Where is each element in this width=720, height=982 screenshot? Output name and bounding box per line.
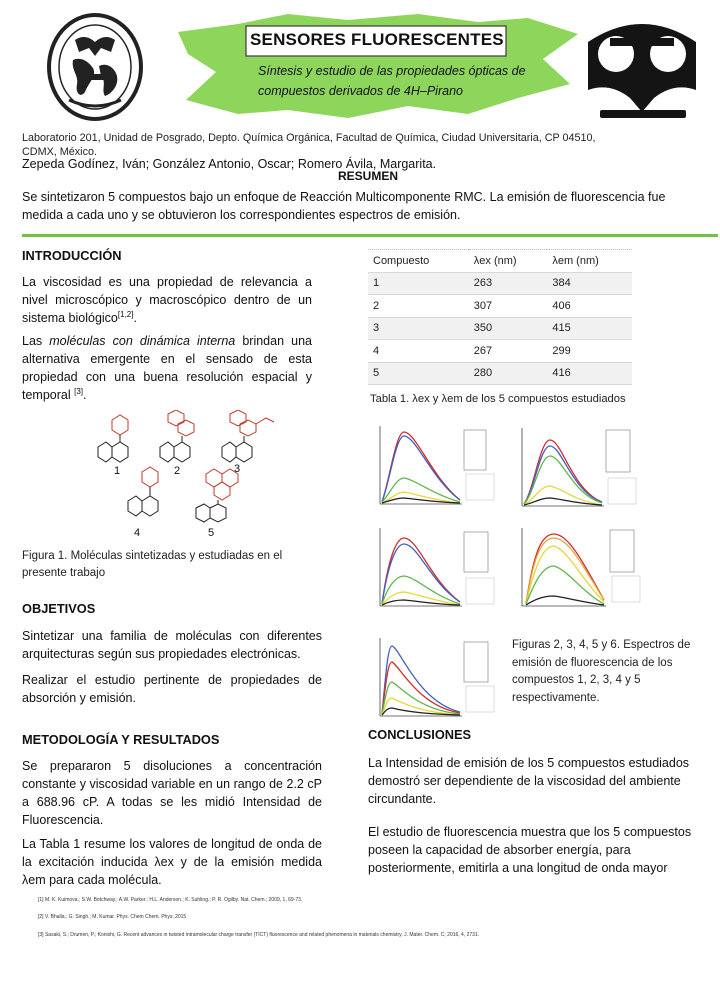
- authors-text: Zepeda Godínez, Iván; González Antonio, Oscar; Romero Ávila, Margarita.: [22, 157, 437, 171]
- table-1-caption: Tabla 1. λex y λem de los 5 compuestos estudiados: [370, 393, 626, 405]
- table-header-cell: λex (nm): [469, 250, 548, 273]
- introduccion-paragraph-1: La viscosidad es una propiedad de relevancia a nivel microscópico y macroscópico dentro de un sistema biológico[1,2].: [22, 275, 312, 325]
- objetivos-paragraph-1: Sintetizar una familia de moléculas con diferentes arquitecturas según sus propiedades electrónicas.: [22, 629, 322, 661]
- table-header-cell: λem (nm): [547, 250, 632, 273]
- table-row: [368, 340, 632, 363]
- table-header-row: [368, 250, 632, 273]
- table-cell: 5: [373, 367, 380, 380]
- table-header-cell: Compuesto: [368, 250, 469, 273]
- table-cell: 415: [552, 322, 571, 335]
- table-row: [368, 295, 632, 318]
- unam-seal-logo: [45, 12, 145, 122]
- table-cell: 350: [473, 322, 493, 335]
- resumen-heading: RESUMEN: [338, 169, 399, 183]
- emission-spectrum-plot-3: [368, 520, 502, 620]
- metodologia-heading: METODOLOGÍA Y RESULTADOS: [22, 732, 220, 747]
- affiliation-text: Laboratorio 201, Unidad de Posgrado, Depto. Química Orgánica, Facultad de Química, Ciudad Universitaria, CP 04510, CDMX, México.: [22, 132, 596, 158]
- table-cell: 267: [473, 344, 493, 357]
- molecule-label-3: 3: [234, 463, 241, 475]
- reference-1: [1] M. K. Kuimova.; S.W. Botchway.; A.W. Parker.; H.L. Anderson.; K. Suhling.; P. R. Ogilby. Nat. Chem.; 2009, 1, 69-73.: [38, 897, 303, 903]
- table-row: [368, 272, 632, 295]
- poster-subtitle-line-1: Síntesis y estudio de las propiedades ópticas de: [258, 64, 526, 78]
- table-cell: 416: [552, 367, 571, 380]
- figure-1-caption: Figura 1. Moléculas sintetizadas y estudiadas en el presente trabajo: [22, 550, 283, 579]
- section-divider: [22, 234, 718, 237]
- table-cell: 406: [552, 299, 571, 312]
- table-cell: 2: [373, 299, 380, 312]
- conclusiones-paragraph-1: La Intensidad de emisión de los 5 compuestos estudiados demostró ser dependiente de la viscosidad del ambiente circundante.: [368, 756, 690, 806]
- emission-spectrum-plot-2: [510, 420, 644, 520]
- emission-spectrum-plot-4: [510, 520, 646, 620]
- reference-3: [3] Sasaki, S.; Drumen, P.; Konishi, G. Recent advances in twisted intramolecular charge transfer (TICT) fluorescence and related phenomena in materials chemistry. J. Mater. Chem. C; 2016, 4, 2731.: [38, 932, 480, 938]
- table-cell: 3: [373, 322, 380, 335]
- poster-title: SENSORES FLUORESCENTES: [250, 30, 504, 49]
- reference-2: [2] V. Bhalla.; G. Singh.; M. Kumar. Phys. Chem Chem. Phys; 2015: [38, 914, 187, 920]
- conclusiones-heading: CONCLUSIONES: [368, 727, 472, 742]
- molecule-label-4: 4: [134, 527, 141, 539]
- table-cell: 1: [373, 277, 380, 290]
- molecule-label-5: 5: [208, 527, 215, 539]
- resumen-text: Se sintetizaron 5 compuestos bajo un enfoque de Reacción Multicomponente RMC. La emisión de fluorescencia fue medida a cada uno y se obtuvieron los correspondientes espectros de emisión.: [22, 190, 666, 222]
- figures-2-6-caption: Figuras 2, 3, 4, 5 y 6. Espectros de emisión de fluorescencia de los compuestos 1, 2, 3, 4 y 5 respectivamente.: [512, 639, 691, 704]
- table-1: [368, 249, 632, 385]
- emission-spectrum-plot-5: [368, 632, 502, 728]
- owl-logo: [582, 12, 702, 124]
- table-cell: 280: [473, 367, 493, 380]
- metodologia-paragraph-2: La Tabla 1 resume los valores de longitud de onda de la excitación inducida λex y de la emisión medida λem para cada molécula.: [22, 837, 322, 887]
- poster-subtitle-line-2: compuestos derivados de 4H–Pirano: [258, 84, 463, 98]
- emission-spectrum-plot-1: [368, 418, 500, 518]
- molecules-figure: [90, 410, 290, 540]
- table-cell: 307: [473, 299, 493, 312]
- metodologia-paragraph-1: Se prepararon 5 disoluciones a concentración constante y viscosidad variable en un rango de 2.2 cP a 688.96 cP. A todas se les midió Intensidad de Fluorescencia.: [22, 759, 322, 827]
- objetivos-heading: OBJETIVOS: [22, 601, 96, 616]
- introduccion-heading: INTRODUCCIÓN: [22, 248, 122, 263]
- table-cell: 299: [552, 344, 571, 357]
- table-row: [368, 362, 632, 385]
- molecule-label-1: 1: [114, 465, 121, 477]
- objetivos-paragraph-2: Realizar el estudio pertinente de propiedades de absorción y emisión.: [22, 673, 322, 705]
- table-cell: 4: [373, 344, 380, 357]
- table-row: [368, 317, 632, 340]
- molecule-label-2: 2: [174, 465, 181, 477]
- table-cell: 384: [552, 277, 571, 290]
- table-cell: 263: [473, 277, 493, 290]
- conclusiones-paragraph-2: El estudio de fluorescencia muestra que los 5 compuestos poseen la capacidad de absorber energía, para posteriormente, emitirla a una longitud de onda mayor: [368, 825, 692, 875]
- introduccion-paragraph-2: Las moléculas con dinámica interna brindan una alternativa emergente en el sensado de esta propiedad con una buena resolución espacial y temporal [3].: [22, 334, 312, 402]
